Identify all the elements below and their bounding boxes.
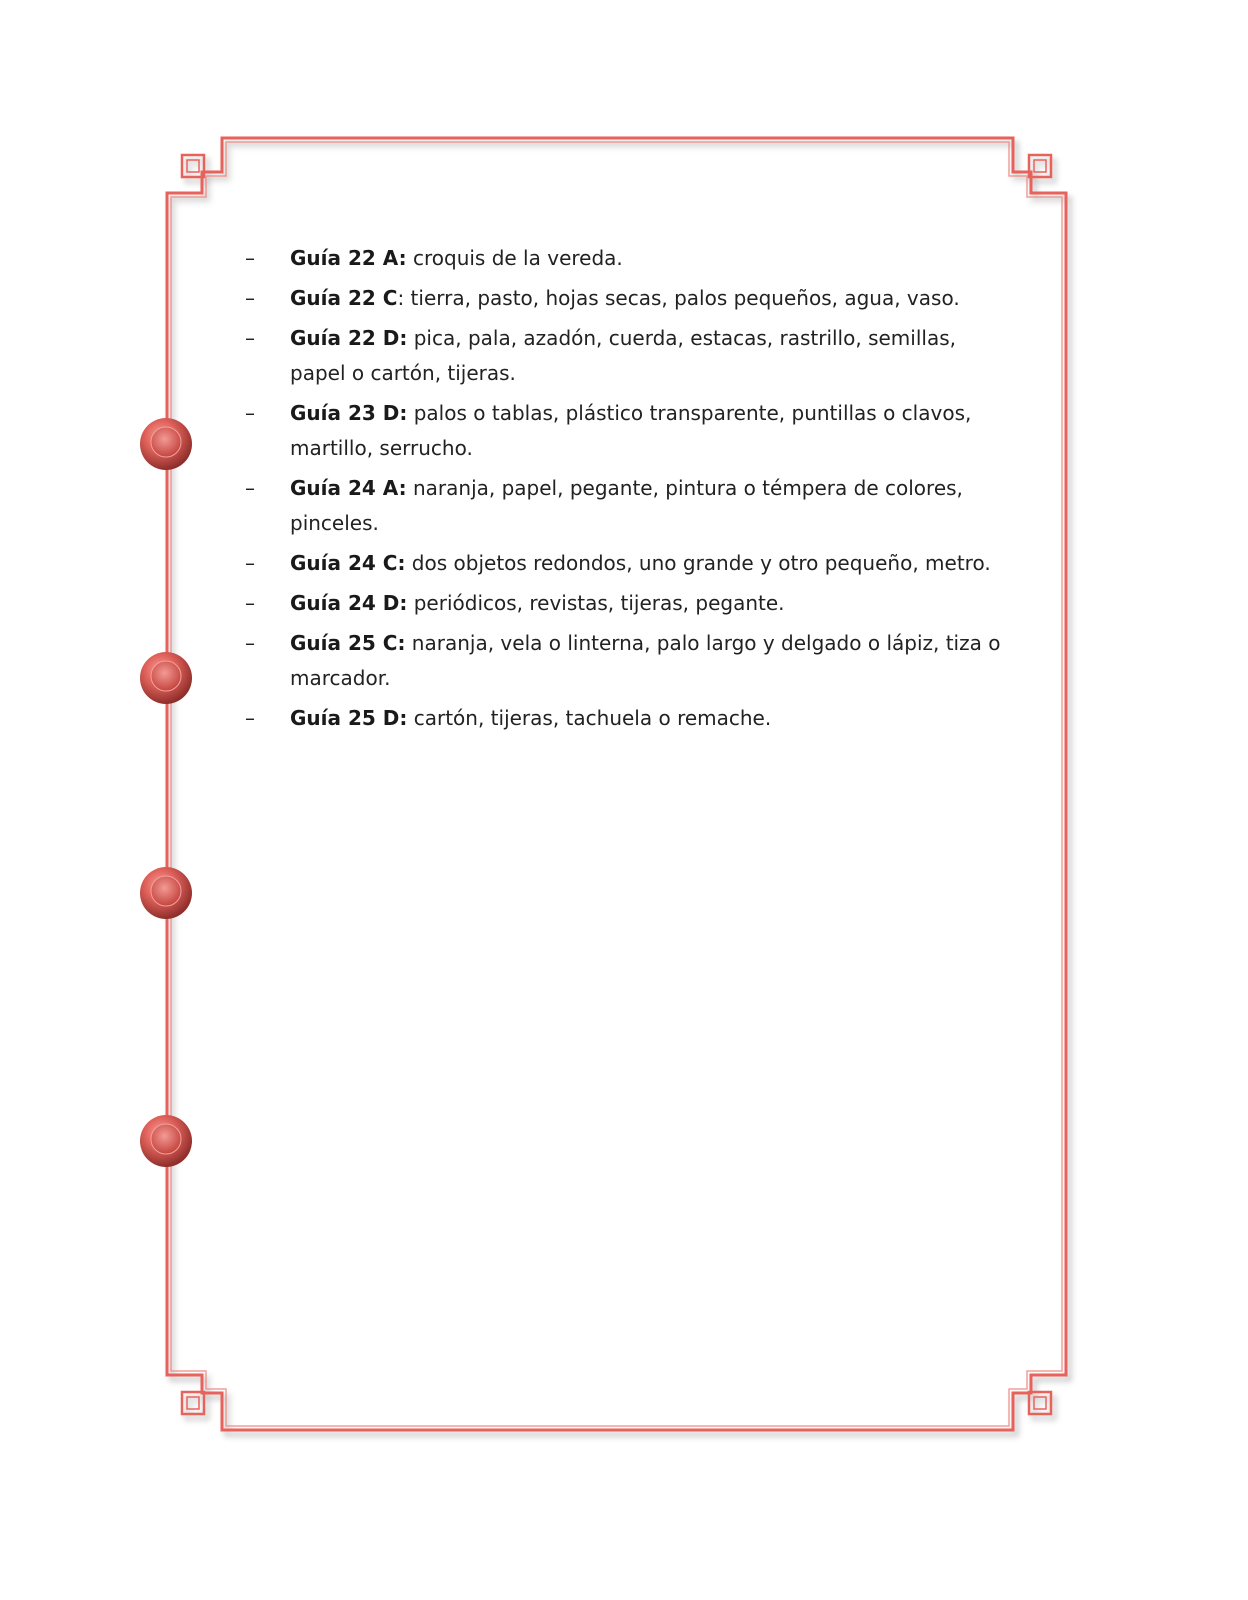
list-item [245, 241, 1005, 276]
binder-ring-2 [140, 652, 192, 704]
list-item [245, 281, 1005, 316]
dash-bullet: – [245, 591, 255, 615]
materials-list [245, 241, 1005, 741]
materials-text: periódicos, revistas, tijeras, pegante. [407, 591, 785, 615]
materials-text: : tierra, pasto, hojas secas, palos pequeños, agua, vaso. [397, 286, 960, 310]
list-item [245, 586, 1005, 621]
materials-text: palos o tablas, plástico transparente, puntillas o clavos, martillo, serrucho. [290, 401, 972, 460]
guide-label: Guía 24 A: [290, 476, 407, 500]
binder-ring-3 [140, 867, 192, 919]
list-item [245, 546, 1005, 581]
dash-bullet: – [245, 706, 255, 730]
guide-label: Guía 24 D: [290, 591, 408, 615]
guide-label: Guía 22 A: [290, 246, 407, 270]
guide-label: Guía 23 D: [290, 401, 408, 425]
binder-ring-1 [140, 418, 192, 470]
dash-bullet: – [245, 476, 255, 500]
guide-label: Guía 25 D: [290, 706, 408, 730]
materials-text: naranja, vela o linterna, palo largo y delgado o lápiz, tiza o marcador. [290, 631, 1001, 690]
dash-bullet: – [245, 551, 255, 575]
list-item [245, 471, 1005, 541]
guide-label: Guía 22 C [290, 286, 398, 310]
dash-bullet: – [245, 286, 255, 310]
materials-text: dos objetos redondos, uno grande y otro pequeño, metro. [405, 551, 991, 575]
guide-label: Guía 24 C: [290, 551, 406, 575]
list-item [245, 701, 1005, 736]
dash-bullet: – [245, 631, 255, 655]
materials-text: cartón, tijeras, tachuela o remache. [407, 706, 772, 730]
guide-label: Guía 22 D: [290, 326, 408, 350]
guide-label: Guía 25 C: [290, 631, 406, 655]
list-item [245, 626, 1005, 696]
dash-bullet: – [245, 401, 255, 425]
binder-ring-4 [140, 1115, 192, 1167]
list-item [245, 396, 1005, 466]
corner-square-bottom-left [182, 1392, 204, 1414]
materials-text: pica, pala, azadón, cuerda, estacas, rastrillo, semillas, papel o cartón, tijeras. [290, 326, 956, 385]
materials-text: croquis de la vereda. [406, 246, 623, 270]
dash-bullet: – [245, 246, 255, 270]
list-item [245, 321, 1005, 391]
materials-text: naranja, papel, pegante, pintura o témpera de colores, pinceles. [290, 476, 963, 535]
corner-square-bottom-right [1029, 1392, 1051, 1414]
dash-bullet: – [245, 326, 255, 350]
